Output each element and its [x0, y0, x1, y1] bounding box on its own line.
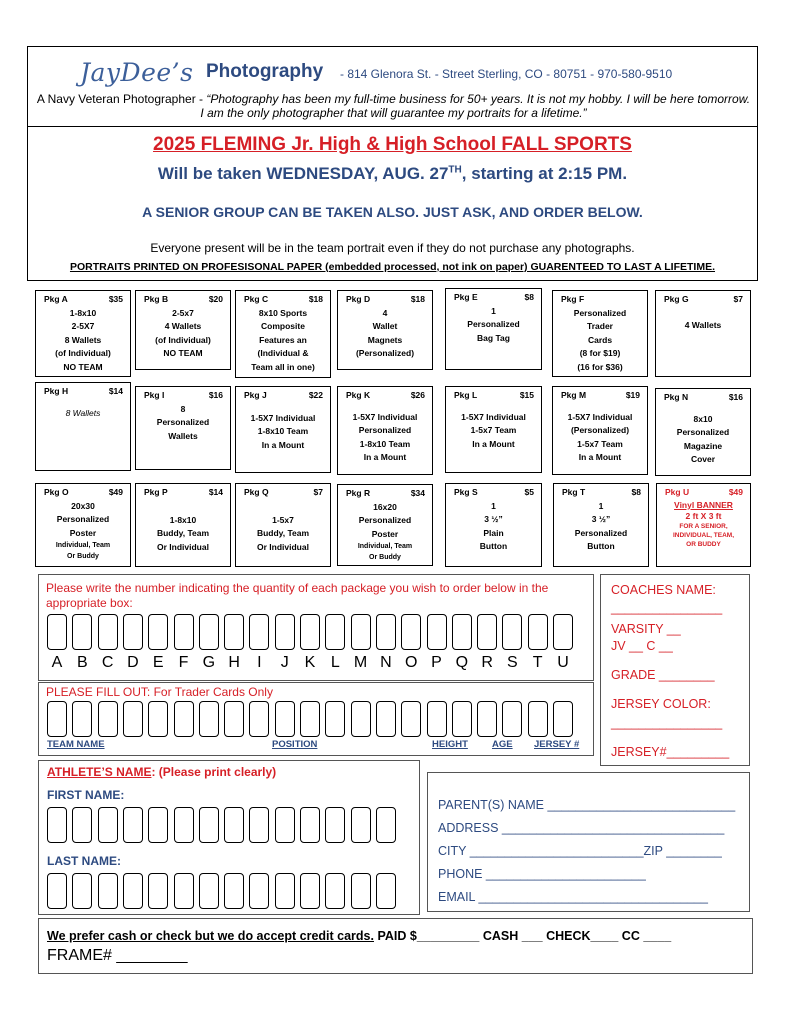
first-name-box[interactable]: [376, 807, 396, 843]
quantity-box-l[interactable]: [325, 614, 345, 650]
quantity-box-t[interactable]: [528, 614, 548, 650]
package-price: $8: [631, 487, 641, 497]
quantity-box-b[interactable]: [72, 614, 92, 650]
last-name-box[interactable]: [325, 873, 345, 909]
package-a: [35, 290, 131, 377]
package-price: $49: [728, 487, 743, 497]
package-line: Vinyl BANNER: [674, 499, 733, 510]
package-line: Poster: [69, 527, 97, 538]
package-letter: K: [304, 654, 316, 671]
trader-card-box[interactable]: [553, 701, 573, 737]
package-line: (Personalized): [570, 425, 630, 435]
package-line: 2-5X7: [71, 321, 95, 331]
quantity-box-h[interactable]: [224, 614, 244, 650]
package-t: [553, 483, 649, 567]
package-line: In a Mount: [578, 452, 622, 462]
package-name: Pkg H: [44, 386, 69, 396]
athlete-name-title: [47, 765, 276, 779]
package-name: Pkg B: [144, 294, 169, 304]
package-letter: D: [127, 654, 139, 671]
package-note: Individual, Team: [357, 543, 413, 550]
trader-card-box[interactable]: [452, 701, 472, 737]
last-name-box[interactable]: [148, 873, 168, 909]
package-line: 3 ½”: [484, 514, 503, 524]
grade-field[interactable]: GRADE ________: [611, 668, 715, 682]
trader-card-box[interactable]: [502, 701, 522, 737]
trader-card-box[interactable]: [376, 701, 396, 737]
quantity-box-n[interactable]: [376, 614, 396, 650]
package-line: 1-5x7: [272, 514, 294, 525]
package-price: $20: [208, 294, 223, 304]
package-line: Bag Tag: [477, 332, 510, 343]
package-name: Pkg S: [454, 487, 478, 497]
quantity-box-m[interactable]: [351, 614, 371, 650]
quantity-box-d[interactable]: [123, 614, 143, 650]
package-line: 20x30: [71, 500, 95, 511]
package-m: [552, 386, 648, 475]
trader-card-box[interactable]: [401, 701, 421, 737]
package-line: 8x10: [693, 413, 713, 424]
quantity-box-s[interactable]: [502, 614, 522, 650]
package-line: Magazine: [683, 440, 723, 451]
trader-card-box[interactable]: [174, 701, 194, 737]
package-j: [235, 386, 331, 473]
package-line: (Individual &: [257, 348, 309, 358]
package-note: INDIVIDUAL, TEAM,: [672, 531, 735, 539]
package-p: [135, 483, 231, 567]
quantity-box-o[interactable]: [401, 614, 421, 650]
first-name-box[interactable]: [300, 807, 320, 843]
package-b: [135, 290, 231, 370]
package-line: Cover: [690, 454, 716, 464]
trader-card-box[interactable]: [249, 701, 269, 737]
package-price: $34: [410, 488, 425, 498]
quantity-box-p[interactable]: [427, 614, 447, 650]
package-line: 3 ½”: [591, 514, 611, 524]
jv-c-field[interactable]: JV __ C __: [611, 639, 673, 653]
package-line: 1-5X7 Individual: [250, 412, 316, 423]
package-line: Trader: [587, 321, 613, 331]
last-name-box[interactable]: [249, 873, 269, 909]
package-price: $5: [524, 487, 534, 497]
package-name: Pkg D: [346, 294, 371, 304]
event-date-prefix: Will be taken WEDNESDAY, AUG. 27: [157, 164, 449, 183]
coaches-name-field[interactable]: ________________: [611, 601, 723, 615]
package-price: $7: [733, 294, 743, 304]
trader-card-box[interactable]: [47, 701, 67, 737]
last-name-label: LAST NAME:: [47, 854, 121, 868]
package-line: 1-5X7 Individual: [352, 411, 418, 422]
first-name-box[interactable]: [275, 807, 295, 843]
package-s: [445, 483, 542, 567]
package-line: Button: [479, 541, 508, 551]
athlete-name-title-bold: ATHLETE’S NAME: [47, 765, 152, 779]
package-name: Pkg N: [664, 392, 689, 402]
trader-card-box[interactable]: [148, 701, 168, 737]
trader-card-box[interactable]: [275, 701, 295, 737]
package-price: $19: [625, 390, 640, 400]
first-name-box[interactable]: [123, 807, 143, 843]
team-portrait-note: Everyone present will be in the team portrait even if they do not purchase any photographs.: [150, 241, 635, 255]
first-name-box[interactable]: [199, 807, 219, 843]
package-price: $14: [208, 487, 223, 497]
trader-card-box[interactable]: [427, 701, 447, 737]
package-line: In a Mount: [363, 452, 407, 462]
package-line: Wallets: [168, 430, 198, 441]
package-line: Plain: [483, 527, 504, 538]
package-line: 1: [491, 305, 496, 316]
package-line: Personalized: [676, 427, 730, 437]
package-line: Poster: [371, 528, 399, 539]
package-price: $49: [108, 487, 123, 497]
package-line: Magnets: [367, 334, 403, 345]
quantity-box-k[interactable]: [300, 614, 320, 650]
payment-fields[interactable]: PAID $_________ CASH ___ CHECK____ CC ____: [373, 929, 672, 943]
package-note: OR BUDDY: [686, 540, 721, 548]
package-line: Personalized: [574, 527, 628, 538]
package-name: Pkg E: [454, 292, 478, 302]
package-letter: U: [557, 654, 569, 671]
payment-section: [38, 918, 753, 974]
package-price: $8: [524, 292, 534, 302]
package-e: [445, 288, 542, 370]
jersey-number-field[interactable]: JERSEY#_________: [611, 745, 730, 759]
team-name-label: TEAM NAME: [47, 739, 105, 750]
trader-card-box[interactable]: [224, 701, 244, 737]
tagline-quote: “Photography has been my full-time business for 50+ years. It is not my hobby. I will be here tomorrow. I am the only photographer that will guarantee my portraits for a lifetime.”: [200, 92, 751, 120]
last-name-box[interactable]: [224, 873, 244, 909]
package-note: FOR A SENIOR,: [679, 522, 728, 530]
package-line: 8x10 Sports: [258, 307, 308, 318]
package-letter: R: [481, 654, 493, 671]
package-line: Personalized: [156, 417, 210, 427]
quantity-box-r[interactable]: [477, 614, 497, 650]
package-line: Buddy, Team: [256, 528, 310, 538]
last-name-box[interactable]: [275, 873, 295, 909]
package-price: $15: [519, 390, 534, 400]
package-line: 1-5X7 Individual: [567, 411, 633, 422]
package-price: $7: [313, 487, 323, 497]
first-name-box[interactable]: [148, 807, 168, 843]
package-line: 1-5x7 Team: [470, 425, 517, 435]
trader-card-box[interactable]: [325, 701, 345, 737]
package-name: Pkg M: [561, 390, 587, 400]
last-name-box[interactable]: [199, 873, 219, 909]
first-name-box[interactable]: [224, 807, 244, 843]
paper-guarantee-note: PORTRAITS PRINTED ON PROFESISONAL PAPER (embedded processed, not ink on paper) GUARENTEED TO LAST A LIFETIME.: [69, 261, 716, 273]
package-letter: F: [178, 654, 189, 671]
trader-card-box[interactable]: [351, 701, 371, 737]
senior-group-note: A SENIOR GROUP CAN BE TAKEN ALSO. JUST ASK, AND ORDER BELOW.: [142, 204, 643, 220]
package-note: Individual, Team: [55, 542, 111, 549]
email-field[interactable]: EMAIL _________________________________: [438, 890, 708, 904]
event-title: 2025 FLEMING Jr. High & High School FALL SPORTS: [153, 134, 632, 155]
package-price: $16: [728, 392, 743, 402]
package-name: Pkg K: [346, 390, 371, 400]
package-name: Pkg J: [244, 390, 267, 400]
position-label: POSITION: [272, 739, 318, 750]
package-line: 4 Wallets: [164, 321, 202, 331]
trader-card-box[interactable]: [477, 701, 497, 737]
package-line: 1-8x10 Team: [359, 438, 411, 449]
trader-card-box[interactable]: [72, 701, 92, 737]
package-price: $16: [208, 390, 223, 400]
package-line: Personalized: [573, 307, 627, 318]
package-line: Personalized: [56, 514, 110, 524]
phone-field[interactable]: PHONE _______________________: [438, 867, 646, 881]
package-line: Wallet: [372, 321, 398, 331]
package-name: Pkg O: [44, 487, 69, 497]
package-note: Or Buddy: [369, 554, 401, 561]
quantity-box-f[interactable]: [174, 614, 194, 650]
package-line: 2-5x7: [172, 307, 194, 318]
package-r: [337, 484, 433, 566]
package-letter: Q: [455, 654, 469, 671]
package-line: 1-5x7 Team: [577, 438, 623, 449]
package-line: Personalized: [358, 425, 412, 435]
logo-script: JayDee’s: [80, 58, 194, 87]
last-name-box[interactable]: [376, 873, 396, 909]
first-name-box[interactable]: [351, 807, 371, 843]
package-price: $18: [308, 294, 323, 304]
package-name: Pkg A: [44, 294, 68, 304]
package-price: $35: [108, 294, 123, 304]
package-name: Pkg I: [144, 390, 165, 400]
package-letter: S: [507, 654, 518, 671]
last-name-box[interactable]: [174, 873, 194, 909]
package-line: 8 Wallets: [64, 334, 102, 345]
trader-card-box[interactable]: [98, 701, 118, 737]
package-line: 4 Wallets: [684, 319, 722, 330]
address-field[interactable]: ADDRESS ________________________________: [438, 821, 725, 835]
package-name: Pkg R: [346, 488, 371, 498]
package-k: [337, 386, 433, 475]
quantity-box-i[interactable]: [249, 614, 269, 650]
package-line: Buddy, Team: [156, 528, 210, 538]
jersey-color-field[interactable]: ________________: [611, 716, 723, 730]
varsity-field[interactable]: VARSITY __: [611, 622, 681, 636]
package-letter: O: [404, 654, 418, 671]
parent-name-field[interactable]: PARENT(S) NAME ___________________________: [438, 798, 736, 812]
package-line: 8: [180, 403, 186, 414]
package-g: [655, 290, 751, 377]
package-letter: L: [330, 654, 340, 671]
package-name: Pkg L: [454, 390, 478, 400]
trader-card-box[interactable]: [199, 701, 219, 737]
package-line: (8 for $19): [579, 348, 621, 358]
package-c: [235, 290, 331, 378]
package-l: [445, 386, 542, 473]
package-name: Pkg U: [665, 487, 690, 497]
last-name-box[interactable]: [72, 873, 92, 909]
package-line: 8 Wallets: [65, 407, 101, 418]
package-letter: B: [76, 654, 88, 671]
tagline: [36, 92, 751, 120]
payment-line: [47, 929, 671, 943]
event-date-suffix: , starting at 2:15 PM.: [461, 164, 628, 183]
package-letter: J: [280, 654, 289, 671]
package-line: Personalized: [358, 515, 412, 525]
first-name-label: FIRST NAME:: [47, 788, 125, 802]
package-f: [552, 290, 648, 377]
package-letter: I: [257, 654, 262, 671]
package-line: 1: [598, 500, 604, 511]
package-line: In a Mount: [472, 438, 515, 449]
event-date: [27, 164, 758, 184]
logo-wordmark: Photography: [206, 61, 324, 82]
jersey-color-label: JERSEY COLOR:: [611, 697, 711, 711]
package-name: Pkg F: [561, 294, 585, 304]
package-line: Composite: [261, 321, 305, 331]
package-line: In a Mount: [261, 439, 305, 450]
package-line: 2 ft X 3 ft: [685, 510, 722, 521]
package-h: [35, 382, 131, 471]
package-letter: N: [380, 654, 392, 671]
package-letter: M: [353, 654, 368, 671]
first-name-box[interactable]: [325, 807, 345, 843]
package-letter: T: [532, 654, 543, 671]
trader-card-title: PLEASE FILL OUT: For Trader Cards Only: [46, 685, 273, 699]
athlete-name-title-rest: : (Please print clearly): [151, 765, 277, 779]
frame-number-field[interactable]: FRAME# ________: [47, 947, 188, 964]
last-name-box[interactable]: [351, 873, 371, 909]
package-line: 1: [491, 500, 496, 511]
package-note: Or Buddy: [67, 553, 99, 560]
package-letter: E: [152, 654, 164, 671]
last-name-box[interactable]: [98, 873, 118, 909]
quantity-box-c[interactable]: [98, 614, 118, 650]
first-name-box[interactable]: [249, 807, 269, 843]
last-name-box[interactable]: [300, 873, 320, 909]
trader-card-box[interactable]: [300, 701, 320, 737]
package-line: Cards: [587, 334, 613, 345]
first-name-box[interactable]: [72, 807, 92, 843]
package-price: $26: [410, 390, 425, 400]
package-line: 4: [382, 307, 388, 318]
package-line: 16x20: [373, 501, 397, 512]
quantity-box-e[interactable]: [148, 614, 168, 650]
package-name: Pkg P: [144, 487, 168, 497]
package-line: (16 for $36): [577, 361, 623, 372]
package-line: Button: [587, 541, 615, 551]
package-letter: C: [101, 654, 114, 671]
package-d: [337, 290, 433, 370]
event-date-sup: TH: [448, 164, 462, 176]
first-name-box[interactable]: [47, 807, 67, 843]
package-line: Features an: [259, 334, 307, 345]
package-u: [656, 483, 751, 567]
age-label: AGE: [492, 739, 513, 750]
first-name-box[interactable]: [174, 807, 194, 843]
package-line: Or Individual: [157, 541, 209, 552]
package-line: Or Individual: [257, 541, 309, 552]
quantity-box-j[interactable]: [275, 614, 295, 650]
package-name: Pkg G: [664, 294, 689, 304]
package-line: Team all in one): [251, 361, 315, 372]
order-instruction: Please write the number indicating the quantity of each package you wish to order below in the appropriate box:: [46, 581, 549, 610]
package-name: Pkg C: [244, 294, 269, 304]
package-line: (Personalized): [355, 348, 415, 358]
quantity-box-q[interactable]: [452, 614, 472, 650]
coaches-name-label: COACHES NAME:: [611, 583, 716, 597]
payment-preference: We prefer cash or check but we do accept credit cards.: [47, 929, 374, 943]
package-o: [35, 483, 131, 567]
quantity-box-a[interactable]: [47, 614, 67, 650]
business-address: - 814 Glenora St. - Street Sterling, CO - 80751 - 970-580-9510: [340, 67, 673, 81]
package-line: 1-8x10: [69, 307, 97, 318]
package-letter: A: [51, 654, 63, 671]
package-line: Personalized: [467, 319, 520, 329]
trader-card-box[interactable]: [123, 701, 143, 737]
package-line: (of Individual): [55, 348, 111, 358]
package-name: Pkg Q: [244, 487, 269, 497]
package-letter: H: [228, 654, 240, 671]
package-letter: G: [202, 654, 216, 671]
package-line: (of Individual): [155, 334, 211, 345]
trader-card-box[interactable]: [528, 701, 548, 737]
package-i: [135, 386, 231, 470]
jersey-number-label: JERSEY #: [534, 739, 580, 750]
package-price: $18: [410, 294, 425, 304]
package-q: [235, 483, 331, 567]
package-line: 1-8x10 Team: [257, 426, 309, 436]
quantity-box-u[interactable]: [553, 614, 573, 650]
city-zip-field[interactable]: CITY _________________________ZIP ________: [438, 844, 722, 858]
package-line: 1-8x10: [169, 514, 197, 525]
first-name-box[interactable]: [98, 807, 118, 843]
package-price: $14: [108, 386, 123, 396]
package-line: NO TEAM: [63, 361, 103, 372]
package-name: Pkg T: [562, 487, 586, 497]
quantity-box-g[interactable]: [199, 614, 219, 650]
height-label: HEIGHT: [432, 739, 468, 750]
package-line: NO TEAM: [163, 348, 203, 358]
last-name-box[interactable]: [123, 873, 143, 909]
package-line: 1-5X7 Individual: [461, 411, 526, 422]
package-n: [655, 388, 751, 476]
last-name-box[interactable]: [47, 873, 67, 909]
package-letter: P: [431, 654, 442, 671]
package-price: $22: [308, 390, 323, 400]
tagline-prefix: A Navy Veteran Photographer -: [36, 92, 207, 106]
